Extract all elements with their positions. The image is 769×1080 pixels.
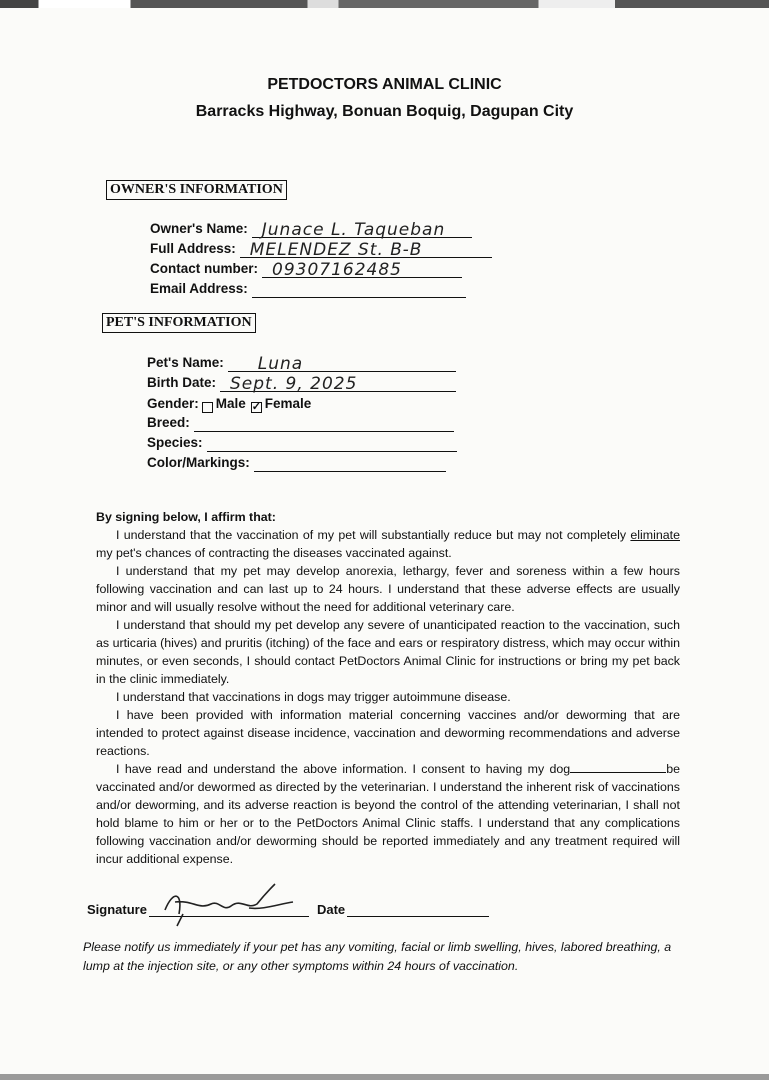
color-markings-line (254, 455, 446, 472)
birth-date-label: Birth Date: (147, 375, 217, 390)
owner-name-field[interactable] (150, 220, 472, 238)
pet-name-label: Pet's Name: (147, 355, 224, 370)
gender-field (147, 395, 311, 413)
date-label: Date (316, 902, 346, 917)
male-checkbox[interactable] (202, 402, 213, 413)
male-label: Male (215, 396, 246, 411)
consent-p6-text-end: be vaccinated and/or dewormed as directed by the veterinarian. I understand the inherent risk of vaccinations and/or deworming, and its adverse reaction is beyond the control of the attending veterinarian, I shall not hold blame to him or her or to the PetDoctors Animal Clinic staffs. I understand that any complications following vaccination and/or deworming should be reported immediately and any treatment required will incur additional expense. (96, 762, 680, 866)
clinic-address: Barracks Highway, Bonuan Boquig, Dagupan City (195, 103, 574, 120)
female-checkbox[interactable] (251, 402, 262, 413)
contact-line (262, 261, 462, 278)
contact-field[interactable] (150, 260, 462, 278)
owner-name-label: Owner's Name: (150, 221, 248, 236)
consent-paragraph-5: I have been provided with information material concerning vaccines and/or deworming that are intended to protect against disease incidence, vaccination and deworming recommendations and adverse reactions. (96, 708, 680, 758)
scan-edge-bottom (0, 1074, 769, 1080)
species-line (207, 435, 457, 452)
pet-name-value: Luna (257, 354, 304, 374)
birth-date-line (220, 375, 456, 392)
consent-p1-text-end: my pet's chances of contracting the diseases vaccinated against. (96, 546, 452, 560)
dog-name-blank[interactable] (570, 760, 666, 773)
consent-p1-underlined: eliminate (630, 528, 680, 542)
consent-paragraph-6 (96, 760, 680, 868)
gender-label: Gender: (147, 396, 199, 411)
consent-paragraph-2: I understand that my pet may develop anorexia, lethargy, fever and soreness within a few hours following vaccination and can last up to 24 hours. I understand that these adverse effects are usually minor and will usually resolve without the need for additional veterinary care. (96, 564, 680, 614)
address-line (240, 241, 492, 258)
consent-text (96, 508, 680, 868)
post-vaccination-note: Please notify us immediately if your pet has any vomiting, facial or limb swelling, hives, labored breathing, a lump at the injection site, or any other symptoms within 24 hours of vaccination. (83, 940, 672, 973)
email-field[interactable] (150, 280, 466, 298)
owner-name-line (252, 221, 472, 238)
consent-p1-text: I understand that the vaccination of my pet will substantially reduce but may not completely (116, 528, 631, 542)
email-line (252, 281, 466, 298)
address-value: MELENDEZ St. B-B (249, 240, 423, 260)
consent-paragraph-3: I understand that should my pet develop any severe of unanticipated reaction to the vaccination, such as urticaria (hives) and pruritis (itching) of the face and ears or respiratory distress, which may occur within minutes, or even seconds, I should contact PetDoctors Animal Clinic for instructions or bring my pet back in the clinic immediately. (96, 618, 680, 686)
birth-date-field[interactable] (147, 374, 456, 392)
birth-date-value: Sept. 9, 2025 (230, 374, 358, 394)
consent-intro: By signing below, I affirm that: (96, 510, 276, 524)
signature-line (149, 900, 309, 917)
consent-paragraph-4: I understand that vaccinations in dogs may trigger autoimmune disease. (116, 690, 511, 704)
species-field[interactable] (147, 434, 457, 452)
consent-p6-text: I have read and understand the above information. I consent to having my dog (116, 762, 571, 776)
owner-name-value: Junace L. Taqueban (261, 220, 446, 240)
color-markings-field[interactable] (147, 454, 446, 472)
consent-paragraph-1 (96, 526, 680, 562)
signature-label: Signature (87, 902, 147, 917)
species-label: Species: (147, 435, 203, 450)
date-line[interactable] (347, 900, 489, 917)
breed-field[interactable] (147, 414, 454, 432)
pet-name-field[interactable] (147, 354, 456, 372)
handwritten-signature (153, 880, 303, 930)
female-label: Female (264, 396, 312, 411)
pet-name-line (228, 355, 456, 372)
signature-field[interactable] (87, 900, 489, 917)
contact-label: Contact number: (150, 261, 258, 276)
breed-label: Breed: (147, 415, 190, 430)
address-label: Full Address: (150, 241, 236, 256)
pet-section-title: PET'S INFORMATION (102, 313, 256, 333)
color-markings-label: Color/Markings: (147, 455, 250, 470)
owner-section-title: OWNER'S INFORMATION (106, 180, 287, 200)
email-label: Email Address: (150, 281, 248, 296)
address-field[interactable] (150, 240, 492, 258)
breed-line (194, 415, 454, 432)
scan-edge-top (0, 0, 769, 8)
clinic-name: PETDOCTORS ANIMAL CLINIC (267, 76, 502, 93)
contact-value: 09307162485 (272, 260, 402, 280)
